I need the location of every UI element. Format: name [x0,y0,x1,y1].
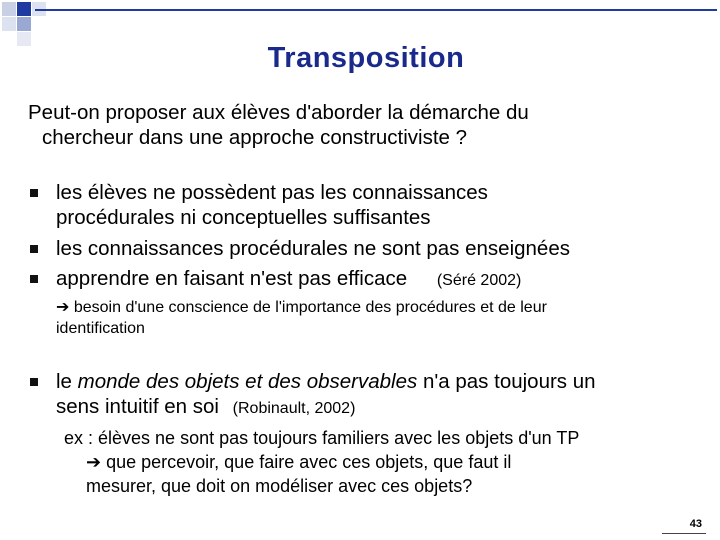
bullet-emphasis: monde des objets et des observables [77,370,418,393]
bullet-line: les élèves ne possèdent pas les connaissances [56,181,488,204]
slide-title: Transposition [267,42,465,74]
decor-square [17,2,31,16]
decor-square [2,2,16,16]
decor-square [17,17,31,31]
square-bullet-icon [30,275,38,283]
intro-line-2: chercheur dans une approche constructiviste ? [42,126,468,149]
bullet-line: les connaissances procédurales ne sont pas enseignées [56,237,570,260]
square-bullet-icon [30,189,38,197]
example-line-2: que percevoir, que faire avec ces objets, que faut il [101,452,512,472]
bullet-line: procédurales ni conceptuelles suffisantes [56,206,431,229]
example-line-1: ex : élèves ne sont pas toujours familiers avec les objets d'un TP [64,428,580,448]
square-bullet-icon [30,378,38,386]
example-line-3: mesurer, que doit on modéliser avec ces objets? [86,476,473,496]
note-line-2: identification [56,320,145,337]
note [56,297,547,339]
arrow-right-icon: ➔ [86,452,102,472]
citation: (Séré 2002) [436,272,522,289]
example [64,426,579,498]
page-number: 43 [689,518,702,530]
decor-square [2,17,16,31]
page-number-rule [662,533,706,534]
intro-line-1: Peut-on proposer aux élèves d'aborder la démarche du [28,101,529,124]
bullet-prefix: le [56,370,78,393]
intro-question [28,100,698,150]
citation: (Robinault, 2002) [232,400,356,417]
title-rule [35,9,717,11]
square-bullet-icon [30,245,38,253]
bullet-line: sens intuitif en soi [56,395,219,418]
bullet-line: apprendre en faisant n'est pas efficace [56,267,408,290]
arrow-right-icon: ➔ [56,299,70,316]
bullet-suffix: n'a pas toujours un [417,370,596,393]
note-line-1: besoin d'une conscience de l'importance des procédures et de leur [69,299,547,316]
